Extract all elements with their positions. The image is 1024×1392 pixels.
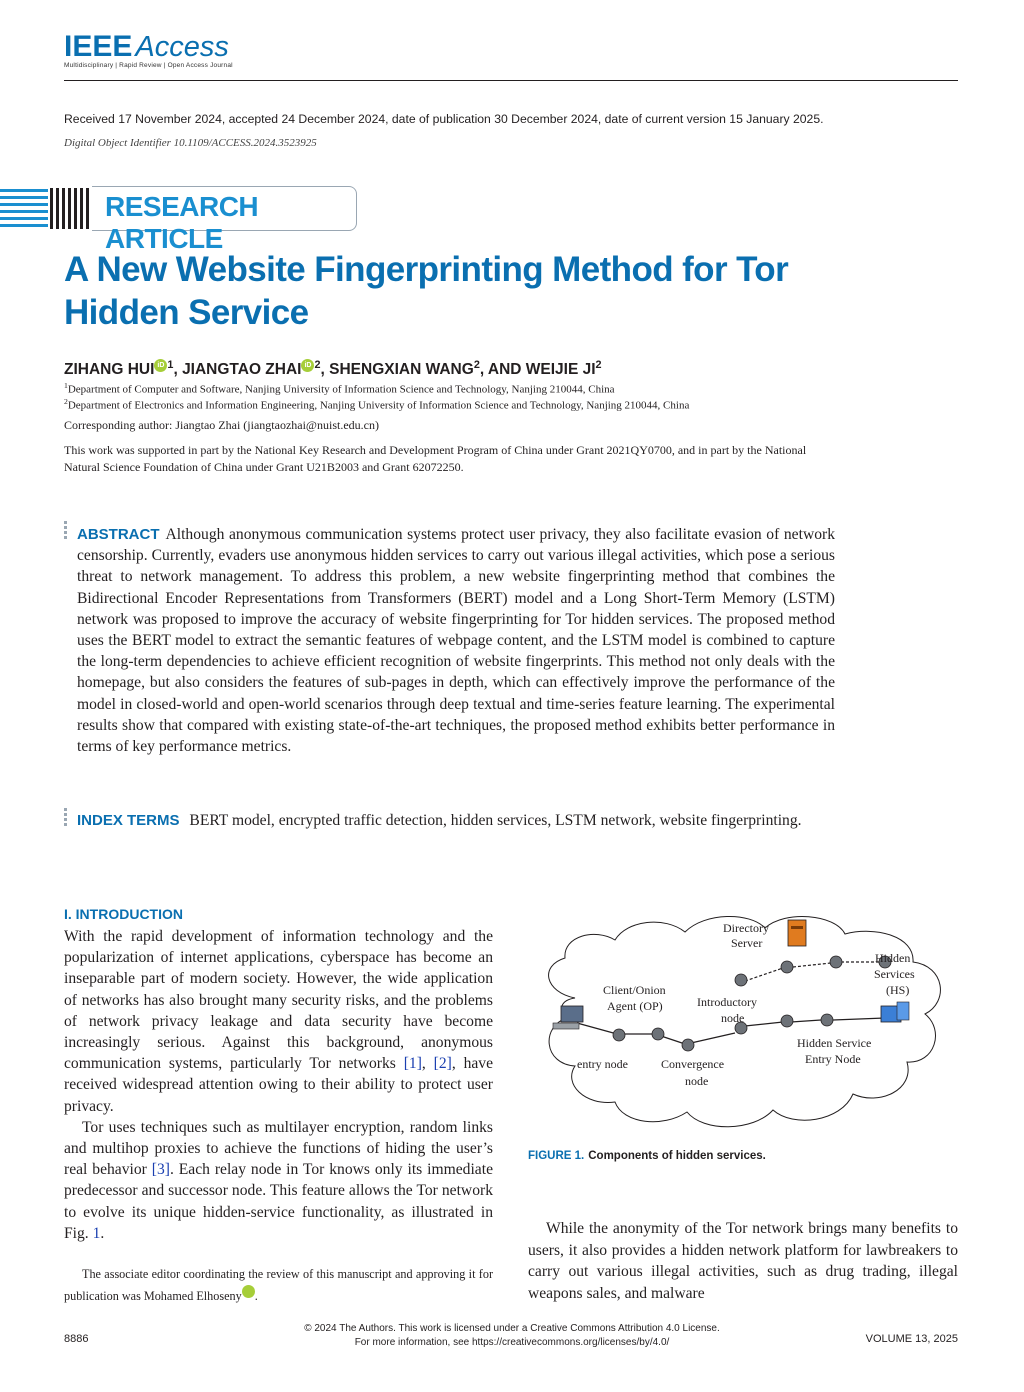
funding-note: This work was supported in part by the National Key Research and Development Program of China under Grant 2021QY0700, and in part by the National Natural Science Foundation of China under Grant U21B2003 and Grant 62072250. [64,443,807,474]
doi[interactable]: Digital Object Identifier 10.1109/ACCESS.2024.3523925 [64,137,317,149]
text-run: With the rapid development of information technology and the popularization of internet applications, cyberspace has become an inseparable part of modern society. However, the wide application of networks has also brought many security risks, and the problems of network privacy leakage and data security have become increasingly serious. Against this background, anonymous communication systems, particularly Tor networks [64,928,493,1073]
hidden-service-icon [881,1002,909,1022]
index-terms-text: BERT model, encrypted traffic detection, hidden services, LSTM network, website fingerprinting. [189,812,802,829]
orcid-icon[interactable]: iD [154,359,167,372]
banner-label: RESEARCH ARTICLE [105,191,259,254]
abstract-text: Although anonymous communication systems protect user privacy, they also facilitate evasion of network censorship. Currently, evaders use anonymous hidden services to carry out various illegal activities, which pose a serious threat to network management. To address this problem, a new website fingerprinting method that combines the Bidirectional Encoder Representations from Transformers (BERT) model and a Long Short-Term Memory (LSTM) network was proposed to improve the accuracy of website fingerprinting for Tor hidden services. The proposed method uses the BERT model to extract the semantic features of webpage content, and the LSTM model is combined to capture the long-term dependencies to achieve efficient recognition of website fingerprints. This method not only deals with the homepage, but also considers the features of sub-pages in depth, which can effectively improve the performance of the model in closed-world and open-world scenarios through deep textual and time-series feature learning. The experimental results show that compared with existing state-of-the-art techniques, the proposed method exhibits better performance in terms of key performance metrics. [77,526,835,756]
citation-link[interactable]: [1] [403,1055,422,1073]
author-name: , SHENGXIAN WANG [320,361,474,379]
link-client-entry [577,1023,617,1034]
affiliation [64,397,689,412]
citation-link[interactable]: [2] [433,1055,452,1073]
label-hidden: Hidden [875,951,911,965]
author-affil-sup: 1 [167,359,174,371]
figure-caption [528,1150,766,1162]
orcid-icon[interactable]: iD [242,1285,255,1298]
link-intro-hs [745,1022,783,1026]
paragraph [64,926,493,1117]
router-icon [830,956,842,968]
link-hs-entry [791,1020,821,1022]
label-convergence-2: node [685,1074,709,1088]
author-affil-sup: 2 [473,359,480,371]
index-terms [77,810,835,831]
router-icon [682,1039,694,1051]
author-list [64,359,602,379]
text-run: . Each relay node in Tor knows only its immediate predecessor and successor node. This feature allows the Tor network to evolve its unique hidden-service functionality, as illustrated in Fig. [64,1161,493,1242]
label-introductory: Introductory [697,995,757,1009]
figure-label: FIGURE 1. [528,1150,585,1162]
volume-info: VOLUME 13, 2025 [865,1333,958,1345]
affiliation-text: Department of Computer and Software, Nanjing University of Information Science and Technology, Nanjing 210044, China [67,383,615,396]
affiliation-num: 2 [64,397,68,406]
router-icon [781,961,793,973]
router-icon [613,1029,625,1041]
label-hs-entry-2: Entry Node [805,1052,861,1066]
logo-tagline: Multidisciplinary | Rapid Review | Open Access Journal [64,62,233,69]
citation-link[interactable]: [3] [151,1161,170,1179]
abstract [77,524,835,757]
label-entry-node: entry node [577,1057,628,1071]
link-dir-2 [793,963,831,967]
label-hidden-2: Services [874,967,915,981]
orcid-icon[interactable]: iD [301,359,314,372]
text-run: . [100,1224,105,1242]
license-link[interactable]: For more information, see https://creativecommons.org/licenses/by/4.0/ [354,1337,670,1348]
banner-stripes [0,186,92,231]
index-dots [64,808,68,828]
affiliation-num: 1 [64,381,68,390]
section-heading: I. INTRODUCTION [64,906,183,922]
label-convergence: Convergence [661,1057,725,1071]
label-client-2: Agent (OP) [607,999,663,1013]
received-dates: Received 17 November 2024, accepted 24 December 2024, date of publication 30 December 2024, date of current version 15 January 2025. [64,112,824,126]
label-directory-2: Server [731,936,763,950]
page-number: 8886 [64,1333,89,1345]
license-note [200,1322,824,1350]
figure-hidden-services [535,906,955,1138]
server-icon [788,920,806,946]
label-directory: Directory [723,921,769,935]
link-dir-1 [745,968,783,981]
label-hs-entry: Hidden Service [797,1036,872,1050]
left-column [64,926,493,1244]
author-affil-sup: 2 [314,359,321,371]
router-icon [781,1015,793,1027]
figure-caption-text: Components of hidden services. [588,1150,766,1162]
right-column-text: While the anonymity of the Tor network brings many benefits to users, it also provides a hidden network platform for lawbreakers to carry out various illegal activities, such as drug trading, illegal weapons sales, and malware [528,1220,958,1302]
computer-icon [553,1006,583,1029]
label-introductory-2: node [721,1011,745,1025]
label-hidden-3: (HS) [886,983,910,997]
author-affil-sup: 2 [595,359,602,371]
research-article-banner [0,186,360,254]
paper-title: A New Website Fingerprinting Method for Tor Hidden Service [64,250,789,332]
author-name: ZIHANG HUI [64,361,155,379]
author-name: , AND WEIJIE JI [479,361,596,379]
router-icon [735,974,747,986]
author-name: , JIANGTAO ZHAI [173,361,302,379]
abstract-dots [64,521,68,541]
index-terms-label: INDEX TERMS [77,812,180,829]
corresponding-author: Corresponding author: Jiangtao Zhai (jiangtaozhai@nuist.edu.cn) [64,418,379,432]
text-run: Tor uses techniques such as multilayer encryption, random links and multihop proxies to achieve the functions of hiding the user’s real behavior [64,1118,493,1179]
editor-footnote: The associate editor coordinating the review of this manuscript and approving it for publication was Mohamed Elhoseny iD. [64,1267,493,1303]
footnote-text: The associate editor coordinating the review of this manuscript and approving it for publication was Mohamed Elhoseny [64,1267,493,1303]
link-entry-hs [833,1018,885,1020]
abstract-label: ABSTRACT [77,526,160,543]
header-rule [64,80,958,81]
text-run: , have received widespread attention owing to their ability to protect user privacy. [64,1055,494,1115]
router-icon [821,1014,833,1026]
license-line: © 2024 The Authors. This work is licensed under a Creative Commons Attribution 4.0 License. [304,1323,720,1334]
logo-ieee: IEEE [64,30,133,63]
paragraph [64,1117,493,1244]
affiliation-text: Department of Electronics and Information Engineering, Nanjing University of Information Science and Technology, Nanjing 210044, China [67,399,690,412]
logo-access: Access [135,31,229,63]
label-client: Client/Onion [603,983,666,997]
link-hop-conv [661,1036,685,1044]
figure-link[interactable]: 1 [92,1224,101,1242]
affiliation [64,381,615,396]
text-run: , [421,1055,434,1073]
link-conv-intro [691,1033,735,1043]
router-icon [652,1028,664,1040]
journal-logo [64,30,233,69]
